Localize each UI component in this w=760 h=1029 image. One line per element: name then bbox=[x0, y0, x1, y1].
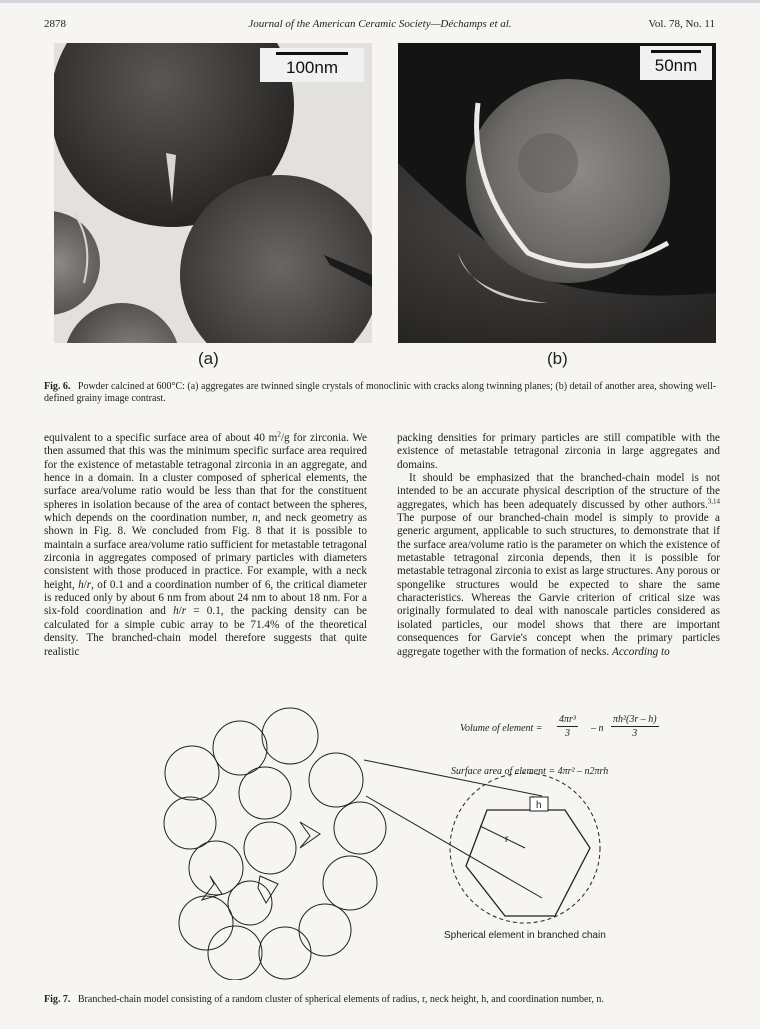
scale-label-a: 100nm bbox=[286, 58, 338, 77]
volume-fraction-1 bbox=[557, 714, 578, 739]
micrograph-a-image bbox=[54, 43, 372, 343]
label-r: r bbox=[505, 834, 509, 845]
element-caption: Spherical element in branched chain bbox=[444, 930, 606, 941]
radius-line bbox=[480, 826, 525, 848]
volume-issue: Vol. 78, No. 11 bbox=[648, 18, 715, 30]
panel-label-b: (b) bbox=[547, 349, 568, 368]
truncated-element bbox=[466, 810, 590, 916]
volume-term1-den: 3 bbox=[564, 728, 570, 739]
figure-6-caption-text: Powder calcined at 600°C: (a) aggregates are twinned single crystals of monoclinic with cracks along twinning planes; (b) detail of another area, showing well-defined grainy image contrast. bbox=[44, 381, 717, 404]
figure-6-label: Fig. 6. bbox=[44, 381, 71, 392]
figure-7-label: Fig. 7. bbox=[44, 994, 71, 1005]
volume-term2-num: πh²(3r – h) bbox=[613, 714, 657, 725]
volume-label: Volume of element = bbox=[460, 723, 543, 734]
scale-bar-b bbox=[640, 46, 712, 80]
surface-area-equation: Surface area of element = 4πr² – n2πrh bbox=[451, 766, 609, 777]
pore-outline bbox=[300, 822, 320, 848]
scale-label-b: 50nm bbox=[654, 56, 698, 75]
figure-6-caption bbox=[44, 381, 724, 405]
tem-micrograph-a bbox=[54, 43, 372, 343]
scale-line bbox=[651, 50, 701, 53]
sphere-cluster bbox=[164, 708, 386, 980]
top-rule bbox=[0, 0, 760, 3]
projection-line bbox=[366, 796, 542, 898]
scale-line bbox=[276, 52, 348, 55]
scale-bar-a bbox=[260, 48, 364, 82]
panel-label-a: (a) bbox=[198, 349, 219, 368]
label-h: h bbox=[536, 800, 542, 811]
figure-7-caption-text: Branched-chain model consisting of a random cluster of spherical elements of radius, r, neck height, h, and coordination number, n. bbox=[77, 994, 604, 1005]
figure-7-caption bbox=[44, 994, 724, 1006]
volume-minus-n: – n bbox=[591, 723, 604, 734]
volume-equation bbox=[460, 714, 700, 748]
volume-fraction-2 bbox=[611, 714, 659, 739]
micrograph-b-image bbox=[398, 43, 716, 343]
page-number: 2878 bbox=[44, 18, 66, 30]
body-text-left-column: equivalent to a specific surface area of about 40 $m^2/g$ for zirconia. We then assumed that this was the minimum specific surface area required for the existence of metastable tetragonal zirconia in an aggregate, and hence in a domain. In a cluster composed of spherical elements, the surface area/volume ratio would be less than that for the constituent spheres in isolation because of the area of contact between the spheres, which depends on the coordination number, n, and neck geometry as shown in Fig. 8. We concluded from Fig. 8 that it is possible to maintain a surface area/volume ratio sufficient for metastable tetragonal zirconia in aggregates composed of primary particles with diameters consistent with those produced in practice. For example, with a neck height, h/r, of 0.1 and a coordination number of 6, the critical diameter is reduced only by about 6 nm from about 24 nm to about 18 nm. For a six-fold coordination and h/r = 0.1, the packing density can be calculated for a simple cubic array to be 71.4% of the theoretical density. The branched-chain model therefore suggests that quite realistic bbox=[44, 430, 368, 658]
volume-term1-num: 4πr³ bbox=[559, 714, 576, 725]
volume-term2-den: 3 bbox=[632, 728, 638, 739]
body-text-right-column: packing densities for primary particles are still compatible with the existence of metastable tetragonal zirconia in large aggregates and domains. It should be emphasized that the branched-chain model is not intended to be an accurate physical description of the structure of the aggregates, which has been adequately discussed by other authors.$^{3,14}$ The purpose of our branched-chain model is simply to provide a generic argument, applicable to such structures, to demonstrate that if the surface area/volume ratio is the parameter on which the existence of metastable tetragonal zirconia depends, then it is possible for metastable tetragonal zirconia to exist as large structures. Any porous or spongelike structures would be expected to share the same characteristics. Whereas the Garvie criterion of critical size was originally formulated to deal with nanoscale particles considered as isolated particles, our model shows that there are important consequences for Garvie's concept when the primary particles aggregate together with the formation of necks. According to bbox=[397, 432, 720, 658]
running-header: Journal of the American Ceramic Society—Déchamps et al. bbox=[248, 18, 512, 30]
tem-micrograph-b bbox=[398, 43, 716, 343]
